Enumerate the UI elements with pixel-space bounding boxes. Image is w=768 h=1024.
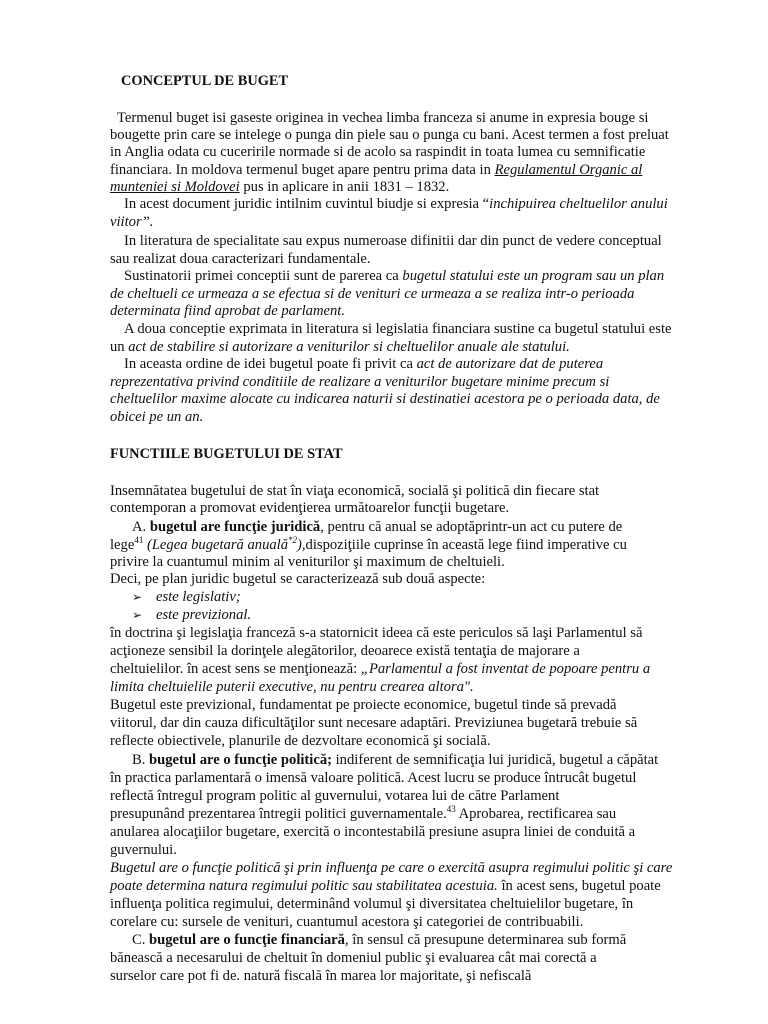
arrow-bullet-icon: ➢: [132, 590, 143, 604]
list-letter: C.: [132, 932, 150, 948]
text-span: indiferent de semnificaţia lui juridică, bugetul a căpătat: [331, 752, 659, 768]
paragraph-line: [124, 196, 668, 212]
title-conceptul-de-buget: CONCEPTUL DE BUGET: [121, 73, 289, 89]
paragraph-line: limita cheltuielile puterii executive, nu pentru crearea altora".: [110, 679, 474, 695]
paragraph-line: bougette prin care se intelege o punga din piele sau o punga cu bani. Acest termen a fost preluat: [110, 127, 669, 143]
text-span: ),: [297, 537, 306, 553]
bullet-text: este previzional.: [156, 607, 252, 623]
paragraph-line: [110, 537, 627, 553]
title-functiile-bugetului: FUNCTIILE BUGETULUI DE STAT: [110, 446, 343, 462]
text-span: , pentru că anual se adoptăprintr-un act cu putere de: [320, 519, 623, 535]
bold-function-title: bugetul are o funcţie financiară: [149, 932, 345, 948]
paragraph-line: în doctrina şi legislaţia franceză s-a statornicit ideea că este periculos să laşi Parlamentul să: [110, 625, 643, 641]
paragraph-line: guvernului.: [110, 842, 177, 858]
text-span: , în sensul că presupune determinarea sub formă: [344, 932, 627, 948]
paragraph-line: [132, 932, 626, 948]
regulament-reference: Regulamentul Organic al: [494, 162, 643, 178]
paragraph-line: bănească a necesarului de cheltuit în domeniul public şi evaluarea cât mai corectă a: [110, 950, 597, 966]
paragraph-line: contemporan a promovat evidenţierea următoarelor funcţii bugetare.: [110, 500, 510, 516]
bullet-text: este legislativ;: [156, 589, 241, 605]
italic-quote: „Parlamentul a fost inventat de popoare pentru a: [360, 661, 651, 677]
text-span: în acest sens, bugetul poate: [497, 878, 661, 894]
paragraph-line: viitorul, dar din cauza dificultăţilor sunt necesare adaptări. Previziunea bugetară trebuie să: [110, 715, 638, 731]
paragraph-line: [110, 806, 616, 822]
paragraph-line: reprezentativa privind conditiile de realizare a veniturilor bugetare minime precum si: [110, 374, 610, 390]
text-span: presupunând prezentarea întregii politici guvernamentale.: [110, 806, 447, 822]
italic-definition: act de autorizare dat de puterea: [416, 356, 604, 372]
paragraph-line: [132, 519, 622, 535]
paragraph-line: în practica parlamentară o imensă valoare politică. Acest lucru se produce întrucât bugetul: [110, 770, 637, 786]
paragraph-line: influenţa politica regimului, determinând volumul şi diversitatea cheltuielilor bugetare, în: [110, 896, 634, 912]
paragraph-line: Termenul buget isi gaseste originea in vechea limba franceza si anume in expresia bouge si: [117, 110, 649, 126]
paragraph-line: de cheltueli ce urmeaza a se efectua si de venituri ce urmeaza a se realiza intr-o perioada: [110, 286, 635, 302]
paragraph-line: corelare cu: sursele de venituri, cuantumul acestora şi categoriei de contribuabili.: [110, 914, 584, 930]
paragraph-line: reflectă întregul program politic al guvernului, votarea lui de către Parlament: [110, 788, 560, 804]
paragraph-line: [110, 878, 661, 894]
paragraph-line: anularea alocaţiilor bugetare, exercită o incontestabilă presiune asupra liniei de conduită a: [110, 824, 636, 840]
bold-function-title: bugetul are funcţie juridică: [149, 519, 321, 535]
paragraph-line: surselor care pot fi de. natură fiscală în marea lor majoritate, şi nefiscală: [110, 968, 532, 984]
paragraph-line: Deci, pe plan juridic bugetul se caracterizează sub două aspecte:: [110, 571, 486, 587]
text-span: pus in aplicare in anii 1831 – 1832.: [239, 179, 450, 195]
paragraph-line: In literatura de specialitate sau expus numeroase difinitii dar din punct de vedere conceptual: [124, 233, 662, 249]
paragraph-line: Bugetul este previzional, fundamentat pe proiecte economice, bugetul tinde să prevadă: [110, 697, 617, 713]
list-letter: B.: [132, 752, 150, 768]
italic-text: poate determina natura regimului politic sau stabilitatea acestuia.: [110, 878, 498, 894]
text-span: dispoziţiile cuprinse în această lege fiind imperative cu: [305, 537, 627, 553]
bullet-item: [132, 589, 241, 605]
paragraph-line: Bugetul are o funcţie politică şi prin influenţa pe care o exercită asupra regimului politic şi care: [110, 860, 673, 876]
paragraph-line: [110, 179, 449, 195]
bold-function-title: bugetul are o funcţie politică;: [149, 752, 332, 768]
text-span: lege: [110, 537, 135, 553]
paragraph-line: [124, 268, 664, 284]
paragraph-line: sau realizat doua caracterizari fundamentale.: [110, 251, 371, 267]
text-span: In aceasta ordine de idei bugetul poate fi privit ca: [124, 356, 417, 372]
italic-law-name: (Legea bugetară anuală: [143, 537, 289, 553]
italic-definition: bugetul statului este un program sau un plan: [402, 268, 665, 284]
bullet-item: [132, 607, 251, 623]
paragraph-line: [124, 356, 603, 372]
list-letter: A.: [132, 519, 150, 535]
footnote-ref: 43: [446, 804, 456, 815]
paragraph-line: privire la cuantumul minim al veniturilor şi maximum de cheltuieli.: [110, 554, 505, 570]
paragraph-line: Insemnătatea bugetului de stat în viaţa economică, socială şi politică din fiecare stat: [110, 483, 600, 499]
regulament-reference-cont: munteniei si Moldovei: [110, 179, 240, 195]
paragraph-line: reflecte obiectivele, planurile de dezvoltare economică şi socială.: [110, 733, 491, 749]
paragraph-line: [110, 339, 570, 355]
paragraph-line: A doua conceptie exprimata in literatura si legislatia financiara sustine ca bugetul statului este: [124, 321, 672, 337]
paragraph-line: [110, 661, 650, 677]
paragraph-line: determinata fiind aprobat de parlament.: [110, 303, 345, 319]
text-span: Aprobarea, rectificarea sau: [455, 806, 617, 822]
text-span: Sustinatorii primei conceptii sunt de parerea ca: [124, 268, 403, 284]
text-span: cheltuielilor. în acest sens se menţionează:: [110, 661, 361, 677]
text-span: financiara. In moldova termenul buget apare pentru prima data in: [110, 162, 495, 178]
text-span: In acest document juridic intilnim cuvintul biudje si expresia “: [124, 196, 490, 212]
paragraph-line: cheltuelilor maxime alocate cu indicarea naturii si destinatiei acestora pe o perioada data, de: [110, 391, 660, 407]
paragraph-line: [132, 752, 658, 768]
text-span: un: [110, 339, 129, 355]
paragraph-line: obicei pe un an.: [110, 409, 204, 425]
footnote-ref: *2: [288, 535, 298, 546]
italic-definition: act de stabilire si autorizare a veniturilor si cheltuelilor anuale ale statului.: [128, 339, 570, 355]
paragraph-line: [110, 162, 642, 178]
paragraph-line: acţioneze sensibil la dorinţele alegătorilor, deoarece există tentaţia de majorare a: [110, 643, 580, 659]
paragraph-line: in Anglia odata cu cuceririle normade si de acolo sa raspindit in toata lumea cu semnificatie: [110, 144, 646, 160]
arrow-bullet-icon: ➢: [132, 608, 143, 622]
paragraph-line: viitor”.: [110, 214, 154, 230]
italic-quote: inchipuirea cheltuelilor anului: [489, 196, 668, 212]
footnote-ref: 41: [134, 535, 144, 546]
